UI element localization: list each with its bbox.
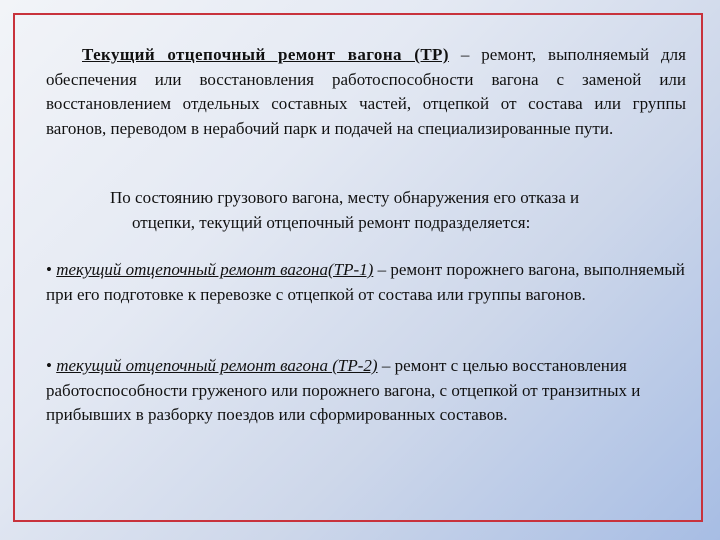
bullet-text-tr2: – ремонт с целью восстановления работоспособности груженого или порожнего вагона, с отцепкой от транзитных и прибывших в разборку поездов или сформированных составов. [46,356,641,424]
classification-intro [110,186,680,235]
bullet-text-tr1: – ремонт порожнего вагона, выполняемый при его подготовке к перевозке с отцепкой от состава или группы вагонов. [46,260,685,304]
definition-paragraph [46,43,686,141]
classification-intro-line2: отцепки, текущий отцепочный ремонт подразделяется: [132,212,531,232]
classification-intro-line1: По состоянию грузового вагона, месту обнаружения его отказа и [110,188,580,207]
definition-term: Текущий отцепочный ремонт вагона (ТР) [82,45,449,64]
definition-text: – ремонт, выполняемый для обеспечения или восстановления работоспособности вагона с заменой или восстановлением отдельных составных частей, отцепкой от состава или группы вагонов, переводом в нерабочий парк и подачей на специализированные пути. [46,45,686,138]
bullet-item-tr2 [46,354,686,428]
bullet-marker: • [46,356,52,375]
bullet-term-tr2: текущий отцепочный ремонт вагона (ТР-2) [56,356,378,375]
bullet-term-tr1: текущий отцепочный ремонт вагона(ТР-1) [56,260,374,279]
bullet-marker: • [46,260,52,279]
bullet-item-tr1 [46,258,686,307]
